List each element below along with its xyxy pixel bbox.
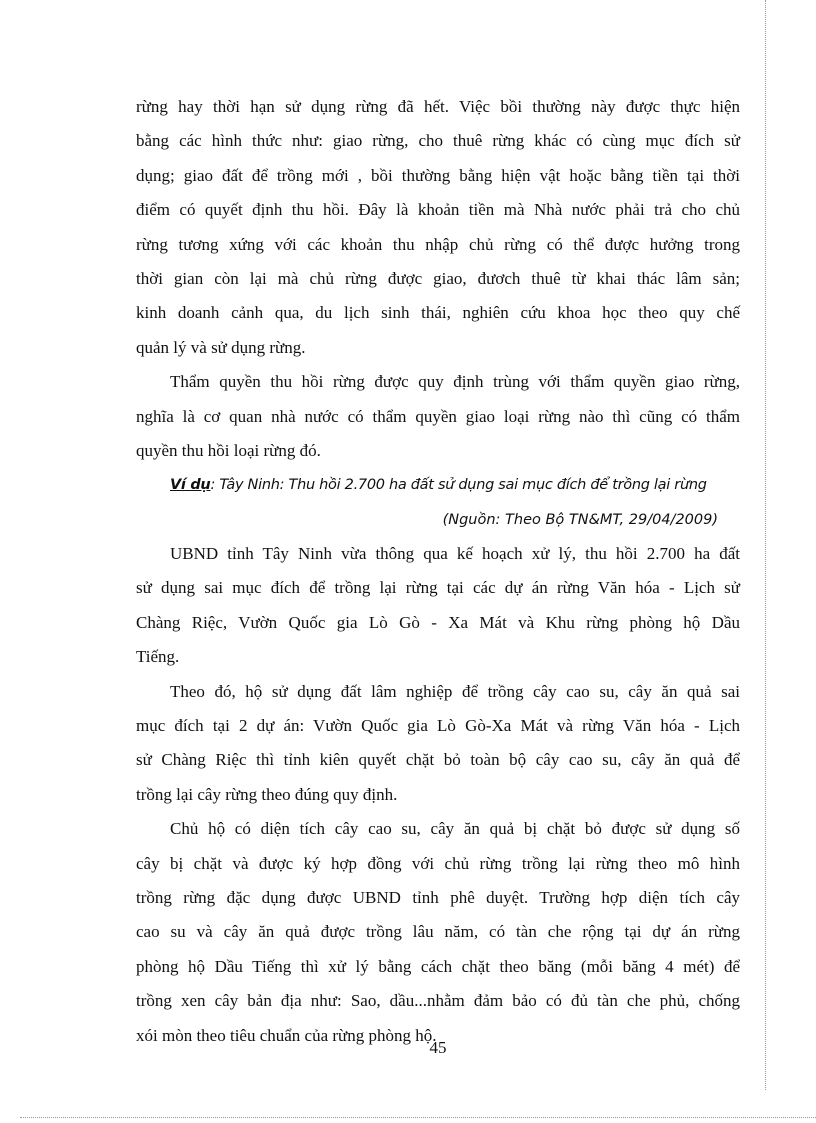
text-line: rừng tương xứng với các khoản thu nhập chủ rừng có thể được hưởng trong <box>136 234 740 254</box>
paragraph-1 <box>136 90 740 365</box>
text-line: Tiếng. <box>136 647 180 667</box>
text-line: UBND tỉnh Tây Ninh vừa thông qua kế hoạch xử lý, thu hồi 2.700 ha đất <box>170 544 740 564</box>
text-line: quyền thu hồi loại rừng đó. <box>136 440 321 460</box>
text-line: quản lý và sử dụng rừng. <box>136 337 306 357</box>
text-line: kinh doanh cảnh qua, du lịch sinh thái, nghiên cứu khoa học theo quy chế <box>136 303 740 323</box>
text-line: Thẩm quyền thu hồi rừng được quy định trùng với thẩm quyền giao rừng, <box>170 372 740 392</box>
text-line: sử dụng sai mục đích để trồng lại rừng tại các dự án rừng Văn hóa - Lịch sử <box>136 578 740 598</box>
text-line: rừng hay thời hạn sử dụng rừng đã hết. Việc bồi thường này được thực hiện <box>136 97 740 116</box>
text-line: trồng rừng đặc dụng được UBND tỉnh phê duyệt. Trường hợp diện tích cây <box>136 887 740 907</box>
paragraph-4 <box>136 675 740 813</box>
text-line: xói mòn theo tiêu chuẩn của rừng phòng hộ. <box>136 1025 437 1045</box>
document-page <box>136 90 740 1053</box>
text-line: dụng; giao đất để trồng mới , bồi thường bằng hiện vật hoặc bằng tiền tại thời <box>136 165 740 185</box>
paragraph-5 <box>136 812 740 1053</box>
paragraph-2 <box>136 365 740 468</box>
text-line: thời gian còn lại mà chủ rừng được giao, đươch thuê từ khai thác lâm sản; <box>136 268 740 288</box>
paragraph-3 <box>136 537 740 675</box>
example-label: Ví dụ <box>170 477 211 494</box>
text-line: Chàng Riệc, Vườn Quốc gia Lò Gò - Xa Mát và Khu rừng phòng hộ Dầu <box>136 612 740 632</box>
example-text: : Tây Ninh: Thu hồi 2.700 ha đất sử dụng sai mục đích để trồng lại rừng <box>210 477 707 494</box>
text-line: Theo đó, hộ sử dụng đất lâm nghiệp để trồng cây cao su, cây ăn quả sai <box>170 681 740 701</box>
text-line: nghĩa là cơ quan nhà nước có thẩm quyền giao loại rừng nào thì cũng có thẩm <box>136 406 740 426</box>
text-line: mục đích tại 2 dự án: Vườn Quốc gia Lò Gò-Xa Mát và rừng Văn hóa - Lịch <box>136 716 740 736</box>
text-line: trồng lại cây rừng theo đúng quy định. <box>136 784 398 804</box>
text-line: cao su và cây ăn quả được trồng lâu năm, có tàn che rộng tại dự án rừng <box>136 922 740 942</box>
example-heading <box>136 468 740 502</box>
text-line: bằng các hình thức như: giao rừng, cho thuê rừng khác có cùng mục đích sử <box>136 131 740 151</box>
text-line: trồng xen cây bản địa như: Sao, dầu...nhằm đảm bảo có đủ tàn che phủ, chống <box>136 991 740 1011</box>
text-line: cây bị chặt và được ký hợp đồng với chủ rừng trồng lại rừng theo mô hình <box>136 853 740 873</box>
text-line: Chủ hộ có diện tích cây cao su, cây ăn quả bị chặt bỏ được sử dụng số <box>170 819 740 839</box>
page-bottom-border <box>20 1117 816 1119</box>
text-line: sử Chàng Riệc thì tỉnh kiên quyết chặt bỏ toàn bộ cây cao su, cây ăn quả để <box>136 750 740 770</box>
text-line: phòng hộ Dầu Tiếng thì xử lý bằng cách chặt theo băng (mỗi băng 4 mét) để <box>136 956 740 976</box>
source-citation: (Nguồn: Theo Bộ TN&MT, 29/04/2009) <box>442 511 718 528</box>
text-line: điểm có quyết định thu hồi. Đây là khoản tiền mà Nhà nước phải trả cho chủ <box>136 200 740 220</box>
page-number: 45 <box>429 1038 447 1057</box>
